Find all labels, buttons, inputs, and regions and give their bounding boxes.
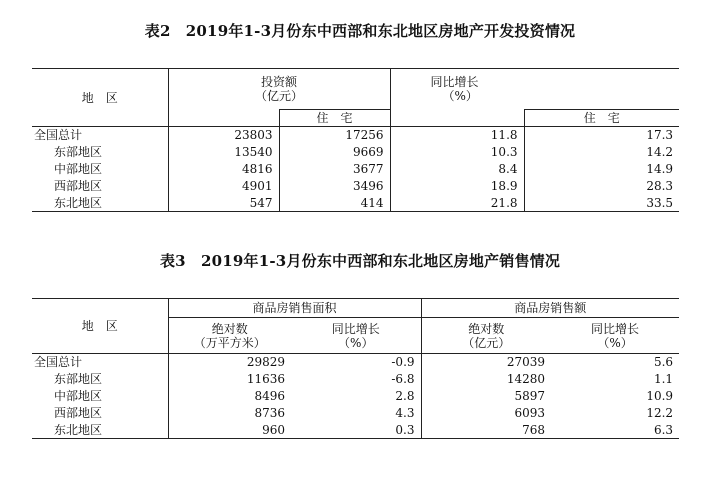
sales-growth-cell: 1.1 — [653, 372, 674, 386]
sales-cell: 6093 — [421, 405, 551, 422]
table3-sales — [32, 298, 679, 439]
area-cell: 8496 — [168, 388, 291, 405]
housing-growth-cell: 14.9 — [524, 161, 679, 178]
housing-cell: 3496 — [279, 178, 390, 195]
region-cell: 西部地区 — [54, 179, 103, 193]
sales-cell: 5897 — [421, 388, 551, 405]
header-area-group: 商品房销售面积 — [168, 299, 421, 318]
region-cell: 东部地区 — [54, 145, 103, 159]
sales-growth-cell: 10.9 — [646, 389, 674, 403]
header-investment: 投资额 （亿元） — [168, 69, 390, 110]
region-cell: 中部地区 — [54, 389, 103, 403]
housing-cell: 17256 — [279, 127, 390, 144]
housing-growth-cell: 17.3 — [524, 127, 679, 144]
table-row — [32, 354, 679, 371]
region-cell: 中部地区 — [54, 162, 103, 176]
housing-growth-cell: 33.5 — [524, 195, 679, 212]
region-cell: 全国总计 — [34, 128, 83, 143]
growth-cell: 10.3 — [390, 144, 524, 161]
growth-cell: 11.8 — [390, 127, 524, 144]
growth-cell: 18.9 — [390, 178, 524, 195]
housing-cell: 9669 — [279, 144, 390, 161]
table-row — [32, 388, 679, 405]
region-cell: 东部地区 — [54, 372, 103, 386]
header-region: 地 区 — [32, 69, 168, 127]
area-cell: 8736 — [168, 405, 291, 422]
investment-cell: 4816 — [168, 161, 279, 178]
area-cell: 29829 — [168, 354, 291, 371]
housing-cell: 3677 — [279, 161, 390, 178]
investment-cell: 13540 — [168, 144, 279, 161]
table-row — [32, 161, 679, 178]
investment-cell: 23803 — [168, 127, 279, 144]
sales-growth-cell: 6.3 — [653, 422, 674, 437]
header-sales-growth: 同比增长 （%） — [551, 318, 679, 354]
region-cell: 全国总计 — [34, 355, 83, 370]
area-cell: 11636 — [168, 371, 291, 388]
sales-growth-cell: 12.2 — [646, 406, 674, 420]
investment-cell: 547 — [168, 195, 279, 212]
growth-cell: 21.8 — [390, 195, 524, 212]
growth-cell: 8.4 — [390, 161, 524, 178]
sales-growth-cell: 5.6 — [653, 355, 674, 370]
table3-title: 表3 2019年1-3月份东中西部和东北地区房地产销售情况 — [159, 252, 561, 270]
region-cell: 西部地区 — [54, 406, 103, 420]
table2-title: 表2 2019年1-3月份东中西部和东北地区房地产开发投资情况 — [144, 22, 576, 40]
area-growth-cell: -6.8 — [391, 372, 415, 386]
sales-cell: 14280 — [421, 371, 551, 388]
housing-growth-cell: 14.2 — [524, 144, 679, 161]
header-growth: 同比增长 （%） — [390, 69, 679, 110]
table-row — [32, 422, 679, 439]
region-cell: 东北地区 — [54, 422, 103, 437]
sales-cell: 27039 — [421, 354, 551, 371]
area-growth-cell: 0.3 — [395, 422, 415, 437]
table-row — [32, 127, 679, 144]
header-housing: 住 宅 — [279, 110, 390, 127]
table-row — [32, 144, 679, 161]
table-row — [32, 405, 679, 422]
table2-investment — [32, 68, 679, 212]
area-growth-cell: 2.8 — [395, 389, 415, 403]
area-growth-cell: 4.3 — [395, 406, 415, 420]
table-row — [32, 178, 679, 195]
header-area-abs: 绝对数 （万平方米） — [168, 318, 291, 354]
region-cell: 东北地区 — [54, 195, 103, 210]
housing-growth-cell: 28.3 — [524, 178, 679, 195]
investment-cell: 4901 — [168, 178, 279, 195]
housing-cell: 414 — [279, 195, 390, 212]
header-area-growth: 同比增长 （%） — [291, 318, 421, 354]
header-region: 地 区 — [32, 299, 168, 354]
area-growth-cell: -0.9 — [391, 355, 415, 370]
table-row — [32, 371, 679, 388]
header-sales-group: 商品房销售额 — [421, 299, 679, 318]
area-cell: 960 — [168, 422, 291, 439]
header-sales-abs: 绝对数 （亿元） — [421, 318, 551, 354]
table-row — [32, 195, 679, 212]
sales-cell: 768 — [421, 422, 551, 439]
header-housing-growth: 住 宅 — [524, 110, 679, 127]
